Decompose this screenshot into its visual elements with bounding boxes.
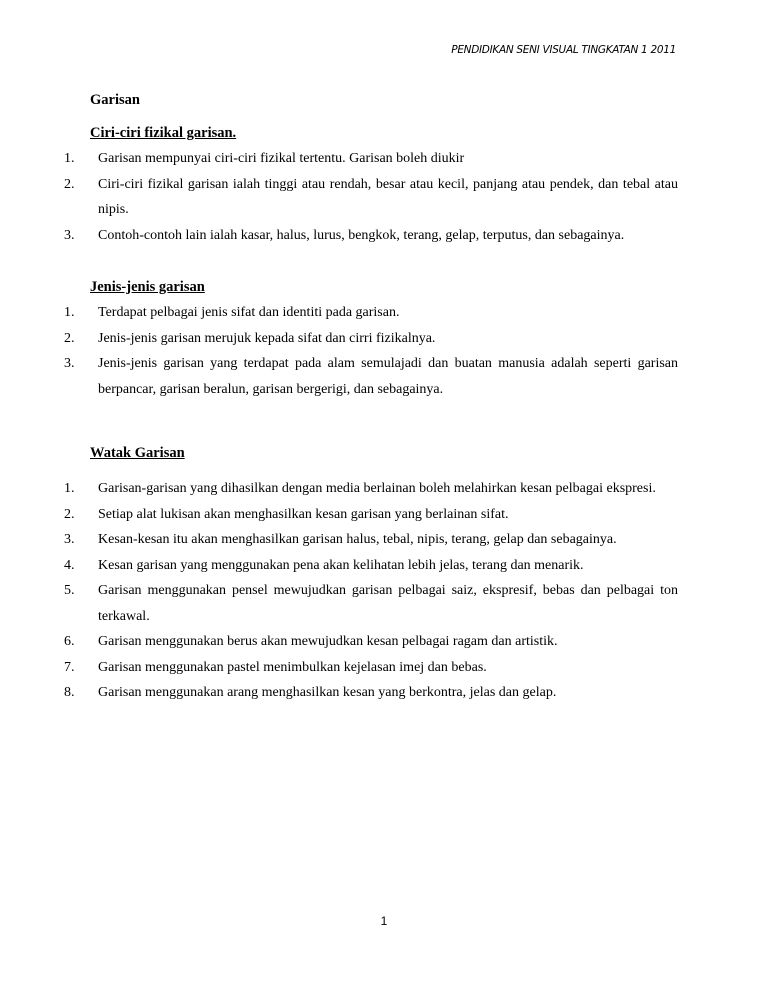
list-item <box>64 300 678 326</box>
page-header: PENDIDIKAN SENI VISUAL TINGKATAN 1 2011 <box>451 44 676 56</box>
list-item-number: 4. <box>64 557 75 573</box>
list-item-number: 2. <box>64 506 75 522</box>
list-item-number: 2. <box>64 176 75 192</box>
list-item <box>64 629 678 655</box>
list-item <box>64 655 678 681</box>
list-item-number: 7. <box>64 659 75 675</box>
list-item-text: Garisan menggunakan pastel menimbulkan kejelasan imej dan bebas. <box>98 659 487 675</box>
list-item-text: Garisan menggunakan arang menghasilkan kesan yang berkontra, jelas dan gelap. <box>98 685 557 700</box>
section-heading-ciri-fizikal: Ciri-ciri fizikal garisan. <box>90 125 237 141</box>
section-heading-jenis-garisan: Jenis-jenis garisan <box>90 279 205 295</box>
list-item <box>64 680 678 706</box>
list-item-text: Kesan-kesan itu akan menghasilkan garisan halus, tebal, nipis, terang, gelap dan sebagainya. <box>98 532 617 547</box>
list-item-text: Setiap alat lukisan akan menghasilkan kesan garisan yang berlainan sifat. <box>98 506 509 522</box>
page-number: 1 <box>380 914 388 928</box>
list-item-number: 3. <box>64 227 75 243</box>
list-item-text: Garisan mempunyai ciri-ciri fizikal tertentu. Garisan boleh diukir <box>98 151 465 166</box>
list-item-number: 1. <box>64 151 75 166</box>
list-watak-garisan <box>64 476 678 706</box>
list-item <box>64 553 678 579</box>
list-item-number: 8. <box>64 685 75 700</box>
list-ciri-fizikal <box>64 146 678 248</box>
list-item-number: 1. <box>64 305 75 320</box>
list-jenis-garisan <box>64 300 678 402</box>
list-item <box>64 578 678 629</box>
list-item <box>64 172 678 223</box>
list-item <box>64 351 678 402</box>
document-title: Garisan <box>90 92 140 108</box>
list-item-text: Garisan menggunakan pensel mewujudkan garisan pelbagai saiz, ekspresif, bebas dan pelbagai ton terkawal. <box>98 583 678 624</box>
list-item <box>64 223 678 249</box>
list-item-number: 2. <box>64 330 75 346</box>
list-item-number: 3. <box>64 532 75 547</box>
list-item <box>64 146 678 172</box>
section-heading-watak-garisan: Watak Garisan <box>90 445 185 461</box>
list-item-text: Garisan-garisan yang dihasilkan dengan media berlainan boleh melahirkan kesan pelbagai ekspresi. <box>98 481 656 496</box>
list-item-text: Contoh-contoh lain ialah kasar, halus, lurus, bengkok, terang, gelap, terputus, dan sebagainya. <box>98 227 625 243</box>
list-item-text: Garisan menggunakan berus akan mewujudkan kesan pelbagai ragam dan artistik. <box>98 634 558 649</box>
list-item-text: Terdapat pelbagai jenis sifat dan identiti pada garisan. <box>98 305 400 320</box>
list-item-text: Ciri-ciri fizikal garisan ialah tinggi atau rendah, besar atau kecil, panjang atau pendek, dan tebal atau nipis. <box>98 176 678 217</box>
document-body <box>64 88 678 706</box>
list-item <box>64 326 678 352</box>
list-item-text: Jenis-jenis garisan merujuk kepada sifat dan cirri fizikalnya. <box>98 330 436 346</box>
list-item <box>64 476 678 502</box>
list-item-text: Kesan garisan yang menggunakan pena akan kelihatan lebih jelas, terang dan menarik. <box>98 557 584 573</box>
list-item-number: 6. <box>64 634 75 649</box>
list-item <box>64 502 678 528</box>
list-item-number: 3. <box>64 356 75 371</box>
list-item-number: 1. <box>64 481 75 496</box>
list-item-text: Jenis-jenis garisan yang terdapat pada alam semulajadi dan buatan manusia adalah seperti garisan berpancar, garisan beralun, garisan bergerigi, dan sebagainya. <box>98 356 678 397</box>
list-item-number: 5. <box>64 583 75 598</box>
list-item <box>64 527 678 553</box>
